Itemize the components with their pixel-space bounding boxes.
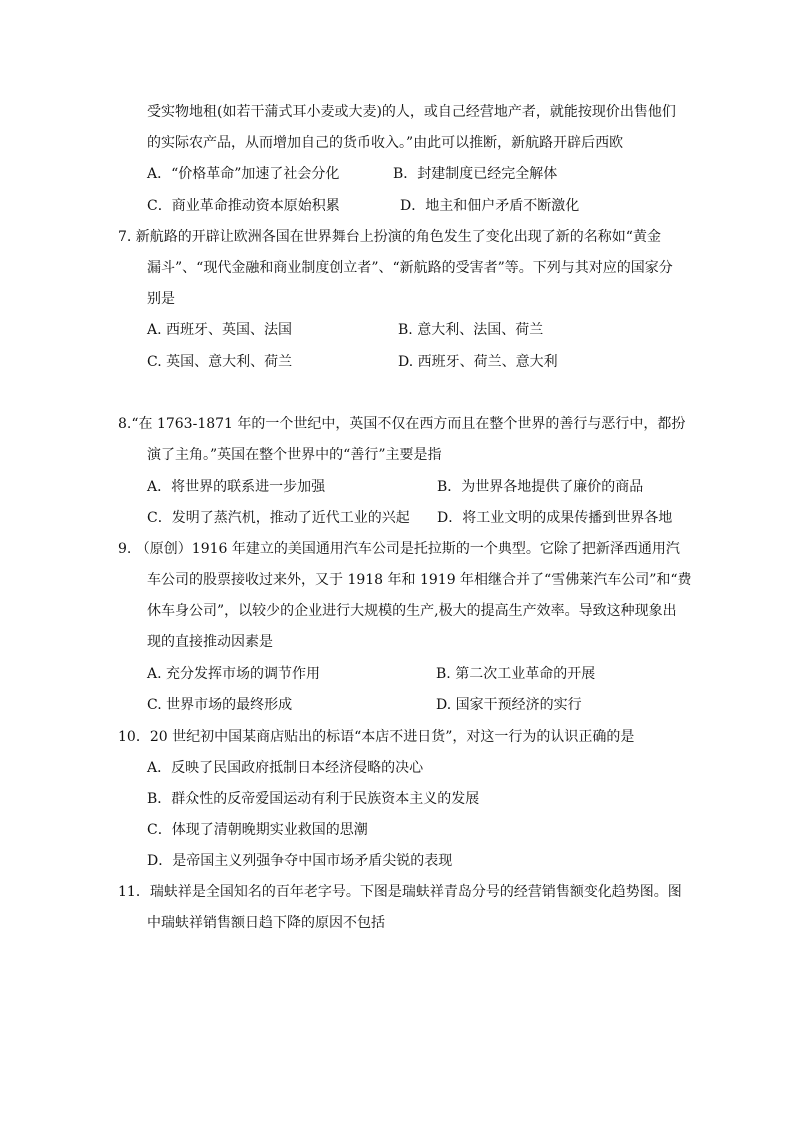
q6-option-d: D．地主和佃户矛盾不断激化 bbox=[400, 198, 580, 214]
q7-option-b: B. 意大利、法国、荷兰 bbox=[398, 322, 544, 338]
q9-option-b: B. 第二次工业革命的开展 bbox=[436, 666, 596, 682]
q7-option-c: C. 英国、意大利、荷兰 bbox=[147, 354, 293, 370]
q10-option-c: C．体现了清朝晚期实业救国的思潮 bbox=[147, 822, 368, 838]
q11-stem-line-2: 中瑞蚨祥销售额日趋下降的原因不包括 bbox=[147, 915, 385, 931]
q9-option-d: D. 国家干预经济的实行 bbox=[436, 697, 582, 713]
q6-stem-line-2: 的实际农产品，从而增加自己的货币收入。”由此可以推断，新航路开辟后西欧 bbox=[147, 135, 624, 151]
q9-stem-line-3: 休车身公司”，以较少的企业进行大规模的生产,极大的提高生产效率。导致这种现象出 bbox=[147, 603, 677, 619]
q9-stem-line-1: 9. （原创）1916 年建立的美国通用汽车公司是托拉斯的一个典型。它除了把新泽西通用汽 bbox=[118, 541, 680, 557]
q9-option-a: A. 充分发挥市场的调节作用 bbox=[147, 666, 321, 682]
q7-stem-line-2: 漏斗”、“现代金融和商业制度创立者”、“新航路的受害者”等。下列与其对应的国家分 bbox=[147, 260, 673, 276]
q7-option-d: D. 西班牙、荷兰、意大利 bbox=[398, 354, 558, 370]
q7-option-a: A. 西班牙、英国、法国 bbox=[147, 322, 293, 338]
q8-option-d: D．将工业文明的成果传播到世界各地 bbox=[437, 510, 673, 526]
q7-stem-line-1: 7. 新航路的开辟让欧洲各国在世界舞台上扮演的角色发生了变化出现了新的名称如“黄金 bbox=[118, 229, 661, 245]
q7-stem-line-3: 别是 bbox=[147, 291, 175, 307]
q10-stem-line-1: 10．20 世纪初中国某商店贴出的标语“本店不进日货”，对这一行为的认识正确的是 bbox=[118, 729, 635, 745]
q6-option-b: B．封建制度已经完全解体 bbox=[393, 166, 558, 182]
q6-option-a: A．“价格革命”加速了社会分化 bbox=[147, 166, 340, 182]
q8-option-a: A．将世界的联系进一步加强 bbox=[147, 479, 326, 495]
q8-stem-line-1: 8.“在 1763-1871 年的一个世纪中，英国不仅在西方而且在整个世界的善行与恶行中，都扮 bbox=[118, 416, 686, 432]
q8-option-b: B．为世界各地提供了廉价的商品 bbox=[437, 479, 644, 495]
q9-stem-line-2: 车公司的股票接收过来外，又于 1918 年和 1919 年相继合并了“雪佛莱汽车公司”和“费 bbox=[147, 572, 692, 588]
q6-option-c: C．商业革命推动资本原始积累 bbox=[147, 198, 340, 214]
q6-stem-line-1: 受实物地租(如若干蒲式耳小麦或大麦)的人，或自己经营地产者，就能按现价出售他们 bbox=[147, 104, 676, 120]
q11-stem-line-1: 11．瑞蚨祥是全国知名的百年老字号。下图是瑞蚨祥青岛分号的经营销售额变化趋势图。图 bbox=[118, 884, 682, 900]
q9-option-c: C. 世界市场的最终形成 bbox=[147, 697, 293, 713]
q10-option-b: B．群众性的反帝爱国运动有利于民族资本主义的发展 bbox=[147, 791, 480, 807]
q8-option-c: C．发明了蒸汽机，推动了近代工业的兴起 bbox=[147, 510, 410, 526]
q10-option-a: A．反映了民国政府抵制日本经济侵略的决心 bbox=[147, 760, 424, 776]
q9-stem-line-4: 现的直接推动因素是 bbox=[147, 634, 273, 650]
q8-stem-line-2: 演了主角。”英国在整个世界中的“善行”主要是指 bbox=[147, 447, 442, 463]
q10-option-d: D．是帝国主义列强争夺中国市场矛盾尖锐的表现 bbox=[147, 853, 453, 869]
